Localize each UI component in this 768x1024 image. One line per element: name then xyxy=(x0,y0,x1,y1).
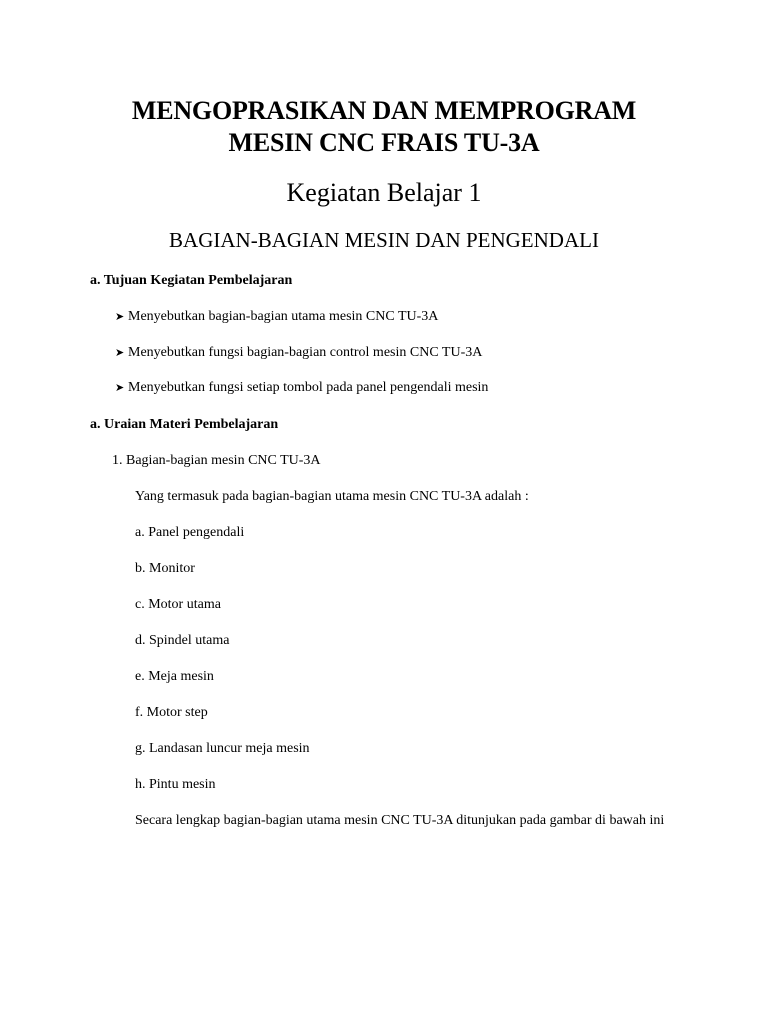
uraian-subheading: 1. Bagian-bagian mesin CNC TU-3A xyxy=(112,453,321,468)
title-line-2: MESIN CNC FRAIS TU-3A xyxy=(228,128,540,157)
tujuan-bullet-text: Menyebutkan bagian-bagian utama mesin CNC TU-3A xyxy=(128,309,439,324)
title-line-1: MENGOPRASIKAN DAN MEMPROGRAM xyxy=(131,96,637,125)
arrowhead-bullet-icon: ➤ xyxy=(115,346,125,359)
uraian-heading: a. Uraian Materi Pembelajaran xyxy=(90,417,279,432)
part-list-item: b. Monitor xyxy=(135,561,195,576)
part-list-item: h. Pintu mesin xyxy=(135,777,216,792)
tujuan-bullet-item xyxy=(115,308,438,326)
subtitle: Kegiatan Belajar 1 xyxy=(286,178,482,207)
part-list-item: e. Meja mesin xyxy=(135,669,214,684)
part-list-item: c. Motor utama xyxy=(135,597,221,612)
part-list-item: g. Landasan luncur meja mesin xyxy=(135,741,310,756)
arrowhead-bullet-icon: ➤ xyxy=(115,310,125,323)
uraian-intro: Yang termasuk pada bagian-bagian utama mesin CNC TU-3A adalah : xyxy=(135,489,529,504)
tujuan-bullet-item xyxy=(115,344,482,362)
part-list-item: d. Spindel utama xyxy=(135,633,230,648)
tujuan-bullet-text: Menyebutkan fungsi bagian-bagian control mesin CNC TU-3A xyxy=(128,345,483,360)
arrowhead-bullet-icon: ➤ xyxy=(115,381,125,394)
tujuan-heading: a. Tujuan Kegiatan Pembelajaran xyxy=(90,273,293,288)
section-title: BAGIAN-BAGIAN MESIN DAN PENGENDALI xyxy=(169,228,599,252)
part-list-item: a. Panel pengendali xyxy=(135,525,245,540)
uraian-closing-paragraph: Secara lengkap bagian-bagian utama mesin CNC TU-3A ditunjukan pada gambar di bawah ini xyxy=(135,813,665,828)
tujuan-bullet-item xyxy=(115,379,488,397)
tujuan-bullet-text: Menyebutkan fungsi setiap tombol pada panel pengendali mesin xyxy=(128,380,489,395)
part-list-item: f. Motor step xyxy=(135,705,208,720)
